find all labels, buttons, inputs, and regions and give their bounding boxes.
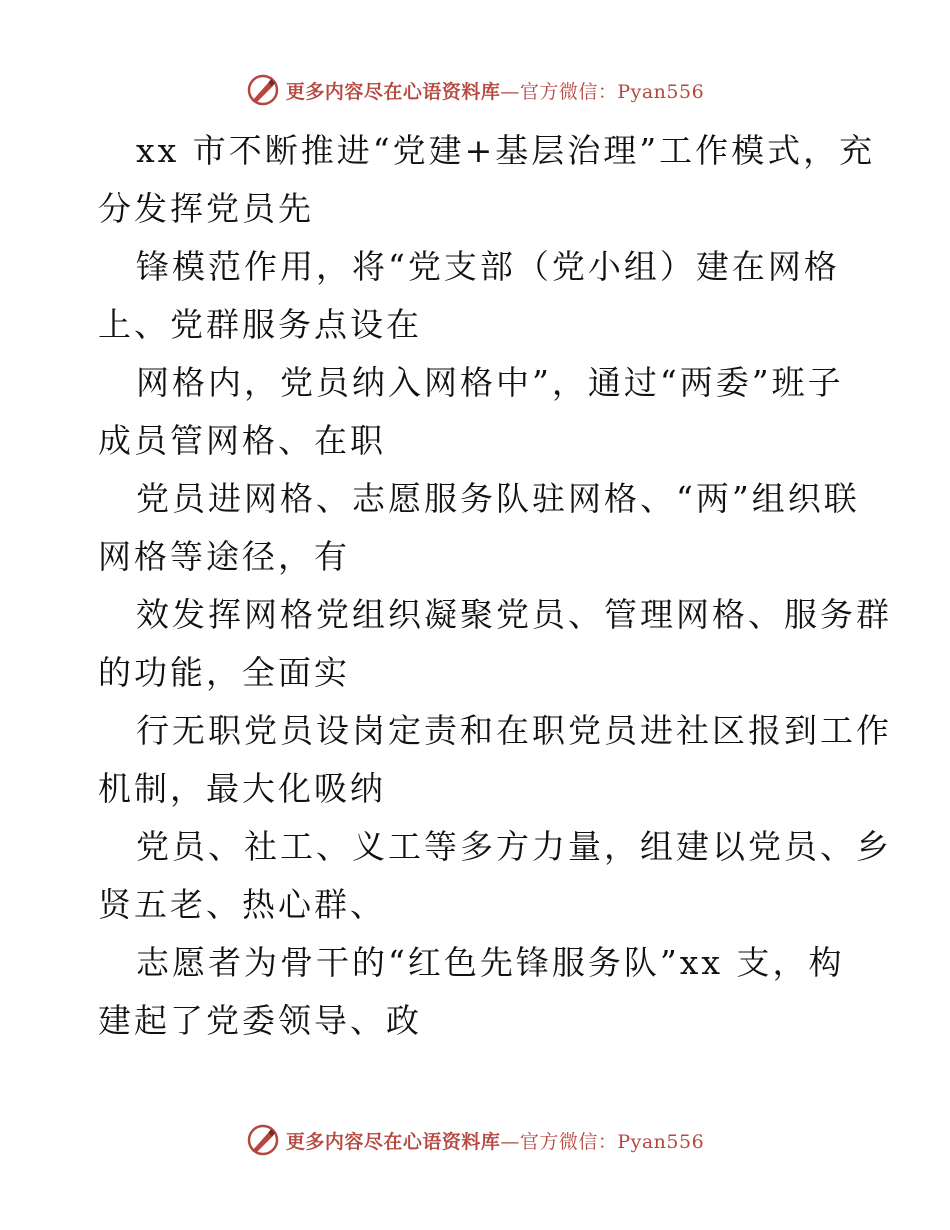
header-banner-separator: —: [500, 80, 520, 103]
body-line: 志愿者为骨干的“红色先锋服务队”xx 支，构: [136, 943, 845, 982]
body-line: 上、党群服务点设在: [98, 305, 422, 344]
pen-logo-icon: [246, 73, 280, 107]
header-banner-wechat: 官方微信：Pyan556: [519, 80, 705, 103]
document-body: [98, 122, 892, 1050]
footer-banner-slogan: 更多内容尽在心语资料库: [285, 1130, 501, 1153]
header-banner: [0, 70, 950, 110]
header-banner-slogan: 更多内容尽在心语资料库: [285, 80, 501, 103]
footer-banner-wechat: 官方微信：Pyan556: [519, 1130, 705, 1153]
body-line: xx 市不断推进“党建+基层治理”工作模式，充: [136, 131, 876, 170]
footer-banner-text: [286, 1127, 704, 1154]
body-line: 党员、社工、义工等多方力量，组建以党员、乡: [136, 827, 892, 866]
body-line: 锋模范作用，将“党支部（党小组）建在网格: [136, 247, 840, 286]
header-banner-text: [286, 77, 704, 104]
body-line: 党员进网格、志愿服务队驻网格、“两”组织联: [136, 479, 860, 518]
body-line: 分发挥党员先: [98, 189, 314, 228]
body-line: 建起了党委领导、政: [98, 1001, 422, 1040]
body-line: 机制，最大化吸纳: [98, 769, 386, 808]
body-line: 效发挥网格党组织凝聚党员、管理网格、服务群: [136, 595, 892, 634]
body-line: 的功能，全面实: [98, 653, 350, 692]
footer-banner: [0, 1120, 950, 1160]
body-line: 成员管网格、在职: [98, 421, 386, 460]
body-line: 行无职党员设岗定责和在职党员进社区报到工作: [136, 711, 892, 750]
body-line: 网格内，党员纳入网格中”，通过“两委”班子: [136, 363, 844, 402]
footer-banner-separator: —: [500, 1130, 520, 1153]
body-line: 贤五老、热心群、: [98, 885, 386, 924]
body-line: 网格等途径，有: [98, 537, 350, 576]
pen-logo-icon: [246, 1123, 280, 1157]
